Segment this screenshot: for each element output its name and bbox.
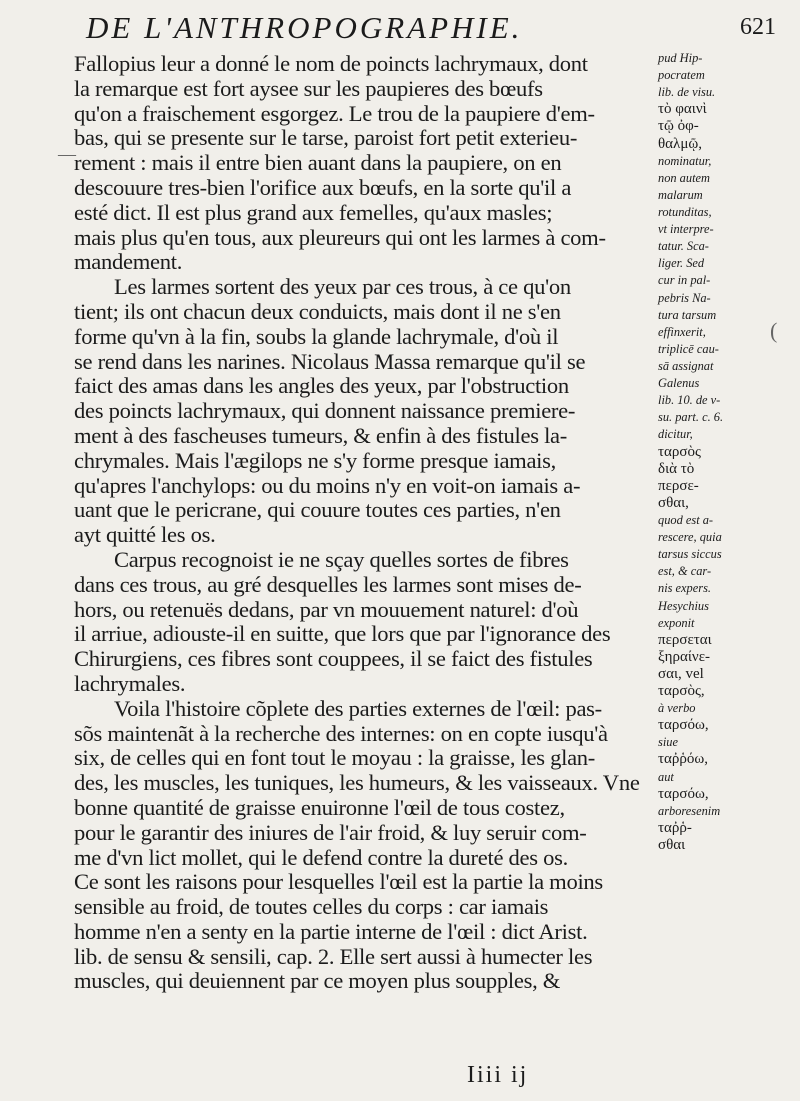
text-line: Chirurgiens, ces fibres sont couppees, il se faict des fistules bbox=[74, 646, 593, 672]
margin-note-line: su. part. c. 6. bbox=[658, 410, 724, 425]
running-title: DE L'ANTHROPOGRAPHIE. bbox=[86, 10, 523, 45]
margin-note-line: τῷ ὀφ- bbox=[658, 118, 699, 135]
margin-note-line: ταρσὸς, bbox=[658, 683, 705, 700]
margin-note-line: rescere, quia bbox=[658, 530, 722, 545]
text-line: des poincts lachrymaux, qui donnent naissance premiere- bbox=[74, 398, 576, 424]
text-line: bonne quantité de graisse enuironne l'œil de tous costez, bbox=[74, 794, 565, 820]
text-line: sõs maintenãt à la recherche des internes: on en copte iusqu'à bbox=[74, 720, 608, 746]
text-line: il arriue, adiouste-il en suitte, que lors que par l'ignorance des bbox=[74, 621, 611, 647]
text-line: hors, ou retenuës dedans, par vn mouuement naturel: d'où bbox=[74, 596, 579, 622]
margin-note-line: ταρσόω, bbox=[658, 785, 709, 802]
margin-note-line: nis expers. bbox=[658, 581, 711, 596]
text-line: six, de celles qui en font tout le moyau : la graisse, les glan- bbox=[74, 745, 596, 771]
text-line: faict des amas dans les angles des yeux, par l'obstruction bbox=[74, 373, 569, 399]
text-line: tient; ils ont chacun deux conduicts, mais dont il ne s'en bbox=[74, 298, 561, 324]
margin-note-line: rotunditas, bbox=[658, 204, 712, 219]
text-line: des, les muscles, les tuniques, les humeurs, & les vaisseaux. Vne bbox=[74, 770, 640, 796]
margin-note-line: est, & car- bbox=[658, 564, 712, 579]
margin-dash-mark: — bbox=[58, 144, 76, 164]
margin-note-line: dicitur, bbox=[658, 427, 693, 442]
text-line: la remarque est fort aysee sur les paupieres des bœufs bbox=[74, 75, 543, 101]
margin-note-line: exponit bbox=[658, 615, 695, 630]
margin-note-line: tura tarsum bbox=[658, 307, 717, 322]
margin-note-line: σθαι, bbox=[658, 494, 689, 511]
text-line: Les larmes sortent des yeux par ces trous, à ce qu'on bbox=[114, 274, 571, 300]
text-line: qu'apres l'anchylops: ou du moins n'y en voit-on iamais a- bbox=[74, 472, 581, 498]
text-line: chrymales. Mais l'ægilops ne s'y forme presque iamais, bbox=[74, 447, 556, 473]
text-line: Carpus recognoist ie ne sçay quelles sortes de fibres bbox=[114, 546, 569, 572]
margin-note-line: τὸ φαινὶ bbox=[658, 101, 707, 118]
text-line: lib. de sensu & sensili, cap. 2. Elle sert aussi à humecter les bbox=[74, 943, 593, 969]
margin-note-line: Hesychius bbox=[658, 598, 709, 613]
margin-note-line: Galenus bbox=[658, 376, 700, 391]
text-line: lachrymales. bbox=[74, 670, 186, 696]
text-line: qu'on a fraischement esgorgez. Le trou de la paupiere d'em- bbox=[74, 100, 595, 126]
margin-note-line: περσεται bbox=[658, 631, 712, 648]
text-line: Fallopius leur a donné le nom de poincts lachrymaux, dont bbox=[74, 51, 588, 76]
text-line: rement : mais il entre bien auant dans la paupiere, on en bbox=[74, 150, 562, 176]
margin-paren-mark: ( bbox=[770, 318, 778, 343]
margin-note-line: ταῤῥόω, bbox=[658, 751, 708, 768]
margin-note-line: lib. 10. de v- bbox=[658, 393, 721, 408]
text-line: descouure tres-bien l'orifice aux bœufs, en la sorte qu'il a bbox=[74, 174, 572, 200]
text-line: mandement. bbox=[74, 249, 183, 275]
page-number: 621 bbox=[740, 14, 776, 40]
margin-note-line: triplicē cau- bbox=[658, 341, 719, 356]
text-line: bas, qui se presente sur le tarse, paroist fort petit exterieu- bbox=[74, 125, 578, 151]
margin-note-line: malarum bbox=[658, 187, 703, 202]
text-line: homme n'en a senty en la partie interne de l'œil : dict Arist. bbox=[74, 918, 588, 944]
margin-note-line: lib. de visu. bbox=[658, 85, 716, 100]
margin-note-line: tarsus siccus bbox=[658, 547, 722, 562]
margin-note-line: διὰ τὸ bbox=[658, 460, 695, 477]
margin-note-line: à verbo bbox=[658, 701, 696, 716]
margin-note-line: ταῤῥ- bbox=[658, 819, 692, 836]
text-line: Ce sont les raisons pour lesquelles l'œil est la partie la moins bbox=[74, 869, 603, 895]
text-line: ment à des fascheuses tumeurs, & enfin à des fistules la- bbox=[74, 422, 567, 448]
margin-note-line: aut bbox=[658, 769, 674, 784]
main-text-column bbox=[74, 52, 654, 994]
text-line: ayt quitté les os. bbox=[74, 522, 216, 548]
margin-note-line: θαλμῷ, bbox=[658, 135, 702, 152]
margin-note-line: σθαι bbox=[658, 837, 686, 854]
margin-note-line: ξηραίνε- bbox=[658, 648, 710, 665]
text-line: pour le garantir des iniures de l'air froid, & luy seruir com- bbox=[74, 819, 587, 845]
margin-note-line: quod est a- bbox=[658, 512, 714, 527]
margin-note-line: siue bbox=[658, 735, 678, 750]
text-line: esté dict. Il est plus grand aux femelles, qu'aux masles; bbox=[74, 199, 553, 225]
margin-note-line: ταρσὸς bbox=[658, 443, 701, 460]
margin-note-line: vt interpre- bbox=[658, 222, 714, 237]
margin-note-line: cur in pal- bbox=[658, 273, 711, 288]
text-line: muscles, qui deuiennent par ce moyen plus soupples, & bbox=[74, 968, 561, 994]
text-line: forme qu'vn à la fin, soubs la glande lachrymale, d'où il bbox=[74, 323, 559, 349]
margin-note-line: liger. Sed bbox=[658, 256, 705, 271]
margin-note-line: tatur. Sca- bbox=[658, 239, 709, 254]
margin-note-line: arboresenim bbox=[658, 803, 721, 818]
text-line: Voila l'histoire cõplete des parties externes de l'œil: pas- bbox=[114, 695, 602, 721]
margin-note-line: περσε- bbox=[658, 477, 699, 494]
margin-note-line: σαι, vel bbox=[658, 665, 704, 682]
text-line: se rend dans les narines. Nicolaus Massa remarque qu'il se bbox=[74, 348, 586, 374]
margin-note-line: effinxerit, bbox=[658, 324, 706, 339]
text-line: dans ces trous, au gré desquelles les larmes sont mises de- bbox=[74, 571, 582, 597]
margin-note-line: nominatur, bbox=[658, 153, 712, 168]
margin-note-line: pocratem bbox=[658, 68, 705, 83]
margin-note-line: ταρσόω, bbox=[658, 717, 709, 734]
text-line: uant que le pericrane, qui couure toutes ces parties, n'en bbox=[74, 497, 561, 523]
margin-note-line: non autem bbox=[658, 170, 710, 185]
text-line: me d'vn lict mollet, qui le defend contre la dureté des os. bbox=[74, 844, 568, 870]
margin-note-line: pud Hip- bbox=[658, 51, 703, 65]
margin-note-line: sā assignat bbox=[658, 358, 714, 373]
margin-note-line: pebris Na- bbox=[658, 290, 711, 305]
text-line: sensible au froid, de toutes celles du corps : car iamais bbox=[74, 894, 549, 920]
running-head bbox=[86, 10, 776, 50]
text-line: mais plus qu'en tous, aux pleureurs qui ont les larmes à com- bbox=[74, 224, 606, 250]
margin-notes-column bbox=[658, 50, 796, 854]
signature-mark: Iiii ij bbox=[467, 1062, 529, 1088]
